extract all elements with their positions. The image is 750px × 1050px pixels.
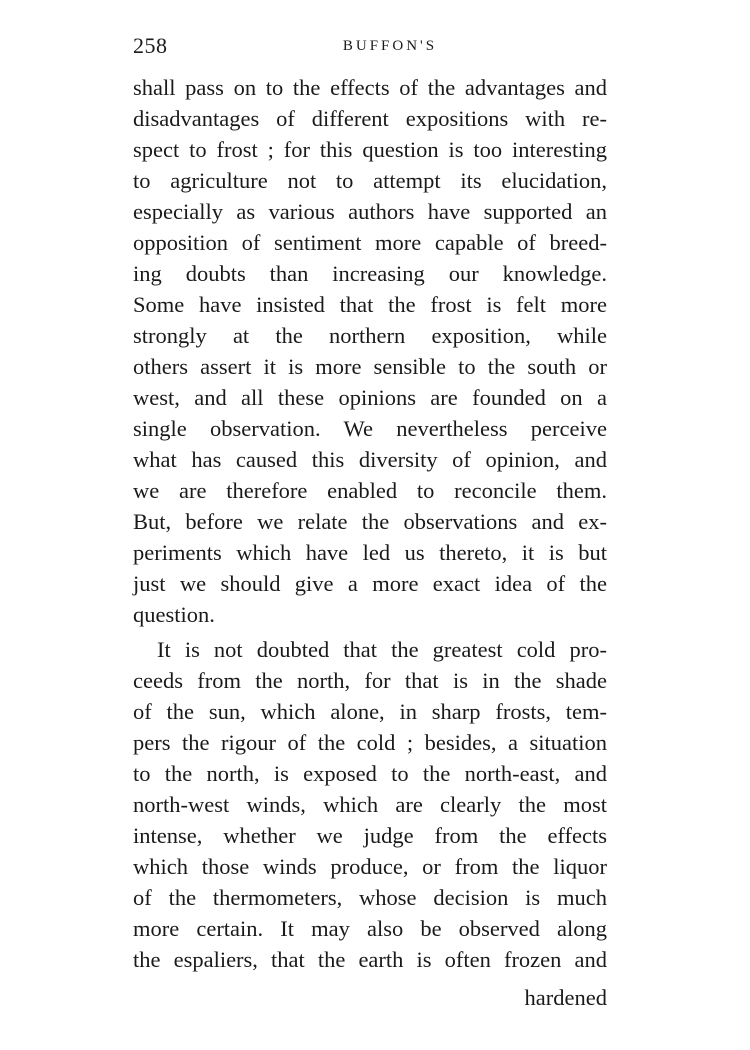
text-line: to the north, is exposed to the north-east, and xyxy=(133,761,607,786)
text-line: the espaliers, that the earth is often frozen and xyxy=(133,947,607,972)
text-line: just we should give a more exact idea of the xyxy=(133,571,607,596)
text-line: single observation. We nevertheless perceive xyxy=(133,416,607,441)
body-text xyxy=(133,72,607,975)
text-line: west, and all these opinions are founded on a xyxy=(133,385,607,410)
page-header xyxy=(133,33,607,63)
paragraph xyxy=(133,72,607,630)
text-line: more certain. It may also be observed along xyxy=(133,916,607,941)
page-number: 258 xyxy=(133,33,168,58)
text-line: periments which have led us thereto, it is but xyxy=(133,540,607,565)
text-line: others assert it is more sensible to the south or xyxy=(133,354,607,379)
text-line: ing doubts than increasing our knowledge. xyxy=(133,261,607,286)
text-line: opposition of sentiment more capable of breed- xyxy=(133,230,607,255)
text-line: of the sun, which alone, in sharp frosts, tem- xyxy=(133,699,607,724)
text-line: spect to frost ; for this question is too interesting xyxy=(133,137,607,162)
text-line: strongly at the northern exposition, while xyxy=(133,323,607,348)
text-line: which those winds produce, or from the liquor xyxy=(133,854,607,879)
text-line: of the thermometers, whose decision is much xyxy=(133,885,607,910)
text-line: what has caused this diversity of opinion, and xyxy=(133,447,607,472)
text-line: question. xyxy=(133,602,215,627)
catchword: hardened xyxy=(524,985,607,1010)
text-line: to agriculture not to attempt its elucidation, xyxy=(133,168,607,193)
text-line: intense, whether we judge from the effects xyxy=(133,823,607,848)
text-line: especially as various authors have supported an xyxy=(133,199,607,224)
text-line: It is not doubted that the greatest cold pro- xyxy=(157,637,607,662)
text-line: shall pass on to the effects of the advantages and xyxy=(133,75,607,100)
text-line: Some have insisted that the frost is felt more xyxy=(133,292,607,317)
text-line: pers the rigour of the cold ; besides, a situation xyxy=(133,730,607,755)
text-line: disadvantages of different expositions with re- xyxy=(133,106,607,131)
text-line: we are therefore enabled to reconcile them. xyxy=(133,478,607,503)
text-line: But, before we relate the observations and ex- xyxy=(133,509,607,534)
running-head: BUFFON'S xyxy=(342,38,438,54)
text-line: ceeds from the north, for that is in the shade xyxy=(133,668,607,693)
paragraph xyxy=(133,634,607,975)
text-line: north-west winds, which are clearly the most xyxy=(133,792,607,817)
